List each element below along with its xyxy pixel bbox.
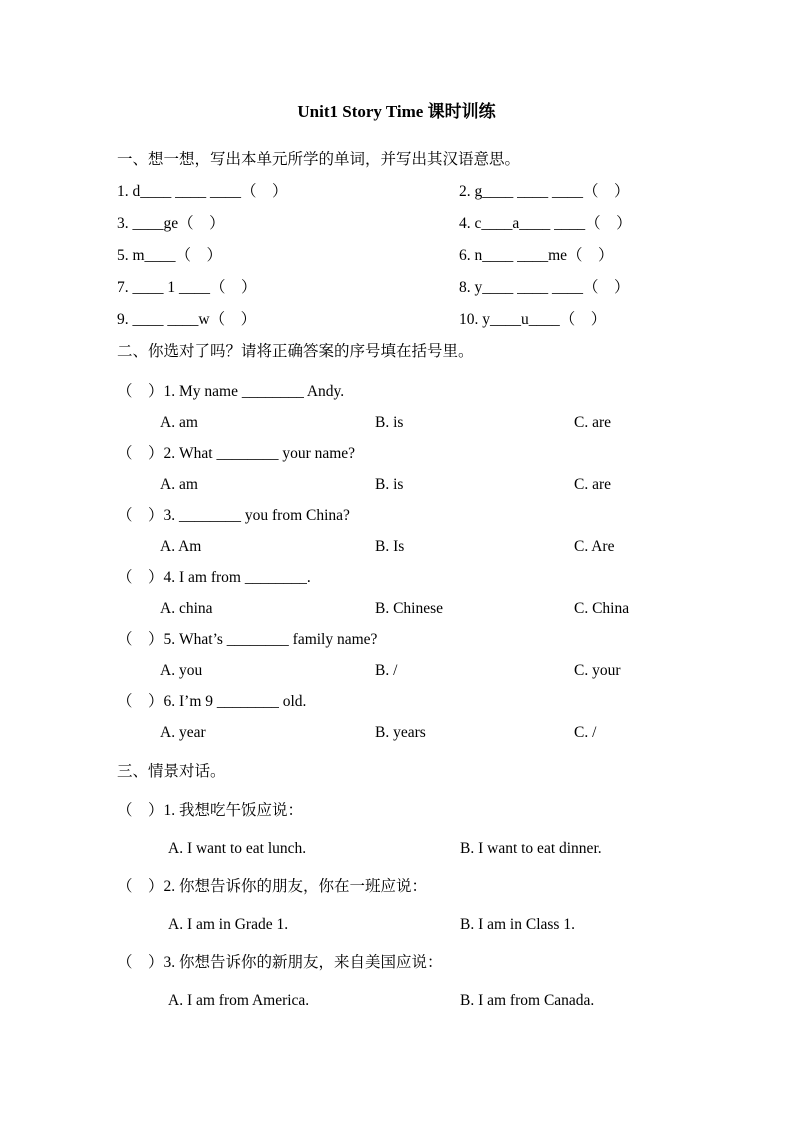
option-c: C. your [574,662,621,679]
section1-word-list [117,176,676,336]
question-stem: （ ）3. ________ you from China? [117,507,350,524]
option-b: B. I am in Class 1. [460,916,575,933]
option-a: A. am [160,476,198,493]
option-c: C. are [574,476,612,493]
section3-heading: 三、情景对话。 [117,763,226,780]
word-item-3: 3. ____ge（ ） [117,215,225,232]
options-row [117,830,676,868]
option-a: A. you [160,662,203,679]
word-item-8: 8. y____ ____ ____（ ） [459,279,630,296]
word-item-4: 4. c____a____ ____（ ） [459,215,632,232]
section1-heading: 一、想一想，写出本单元所学的单词，并写出其汉语意思。 [117,151,521,168]
word-item-9: 9. ____ ____w（ ） [117,311,257,328]
option-b: B. years [375,724,426,741]
option-c: C. are [574,414,612,431]
option-b: B. is [375,476,404,493]
word-item-7: 7. ____ 1 ____（ ） [117,279,257,296]
options-row [117,531,676,562]
options-row [117,717,676,748]
option-b: B. / [375,662,398,679]
option-b: B. Chinese [375,600,444,617]
option-a: A. I am in Grade 1. [168,916,289,933]
word-item-6: 6. n____ ____me（ ） [459,247,614,264]
options-row [117,655,676,686]
options-row [117,593,676,624]
option-a: A. year [160,724,206,741]
option-b: B. is [375,414,404,431]
option-b: B. Is [375,538,405,555]
option-a: A. china [160,600,213,617]
word-item-10: 10. y____u____（ ） [459,311,607,328]
question-stem: （ ）4. I am from ________. [117,569,311,586]
question-stem: （ ）2. What ________ your name? [117,445,356,462]
section3-question-3 [117,944,676,1020]
options-row [117,906,676,944]
section2-question-4 [117,562,676,624]
section3-question-1 [117,792,676,868]
option-c: C. / [574,724,597,741]
worksheet-title: Unit1 Story Time 课时训练 [297,102,496,121]
options-row [117,469,676,500]
question-stem: （ ）5. What’s ________ family name? [117,631,378,648]
question-stem: （ ）2. 你想告诉你的朋友，你在一班应说： [117,878,428,895]
section2-question-2 [117,438,676,500]
option-a: A. I am from America. [168,992,310,1009]
word-item-1: 1. d____ ____ ____（ ） [117,183,288,200]
question-stem: （ ）1. 我想吃午饭应说： [117,802,304,819]
section2-question-1 [117,376,676,438]
option-a: A. am [160,414,198,431]
question-stem: （ ）3. 你想告诉你的新朋友，来自美国应说： [117,954,443,971]
section2-question-3 [117,500,676,562]
option-a: A. I want to eat lunch. [168,840,307,857]
section2-question-6 [117,686,676,748]
question-stem: （ ）6. I’m 9 ________ old. [117,693,307,710]
options-row [117,407,676,438]
option-b: B. I am from Canada. [460,992,595,1009]
section2-heading: 二、你选对了吗？请将正确答案的序号填在括号里。 [117,343,474,360]
option-b: B. I want to eat dinner. [460,840,602,857]
section3-question-2 [117,868,676,944]
options-row [117,982,676,1020]
word-item-5: 5. m____（ ） [117,247,223,264]
word-item-2: 2. g____ ____ ____（ ） [459,183,630,200]
question-stem: （ ）1. My name ________ Andy. [117,383,345,400]
option-a: A. Am [160,538,202,555]
section2-question-5 [117,624,676,686]
option-c: C. Are [574,538,615,555]
option-c: C. China [574,600,630,617]
